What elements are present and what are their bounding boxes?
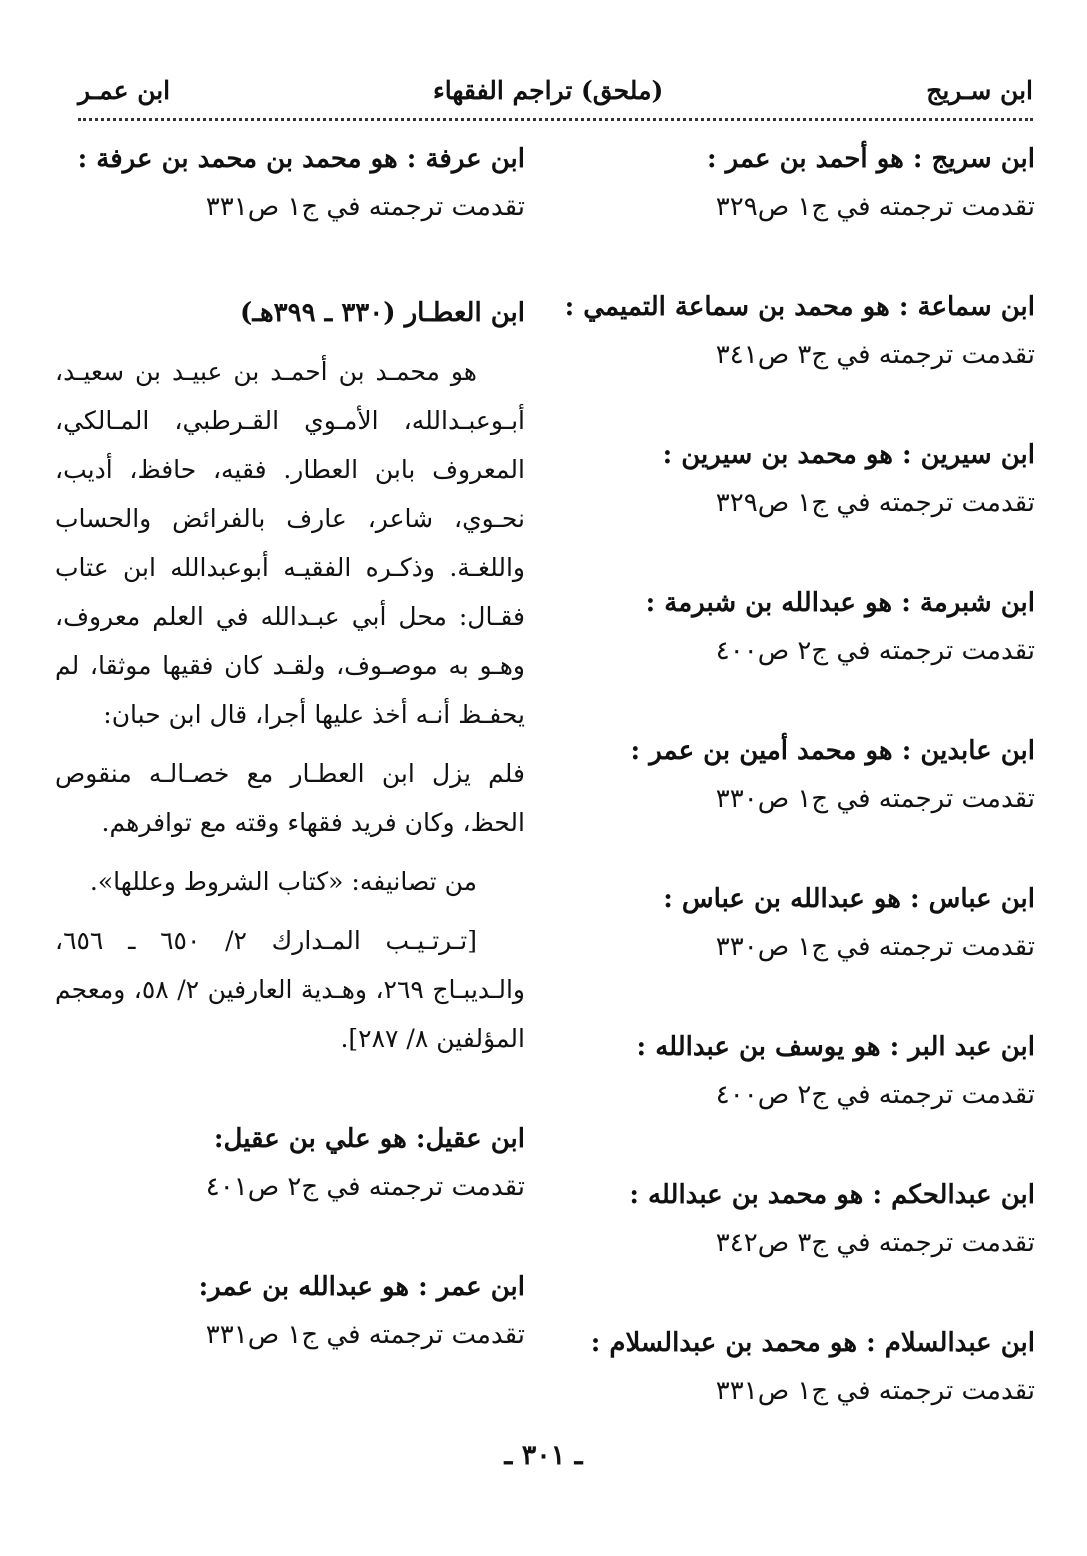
entry-head: ابن شبرمة : هو عبدالله بن شبرمة : [645, 588, 1035, 618]
biography-works: من تصانيفه: «كتاب الشروط وعللها». [89, 867, 477, 896]
entry-ref: تقدمت ترجمته في ج١ ص٣٣٠ [715, 932, 1035, 962]
entry-ref: تقدمت ترجمته في ج١ ص٣٣١ [205, 192, 525, 222]
left-column [55, 135, 525, 1359]
running-header [78, 68, 1033, 112]
entry-head: ابن عرفة : هو محمد بن محمد بن عرفة : [77, 144, 525, 174]
entry-head: ابن سريج : هو أحمد بن عمر : [707, 144, 1035, 174]
entry-ibn-abd-al-hakam [565, 1171, 1035, 1267]
header-dotted-rule [78, 118, 1033, 121]
entry-ref: تقدمت ترجمته في ج٢ ص٤٠٠ [715, 636, 1035, 666]
biography-sources: [تـرتـيـب المـدارك ٢/ ٦٥٠ ـ ٦٥٦، والـديبـاج ٢٦٩، وهـدية العارفين ٢/ ٥٨، ومعجم المؤلفين ٨/ ٢٨٧]. [55, 926, 525, 1053]
entry-ibn-sirin [565, 431, 1035, 527]
entry-ref: تقدمت ترجمته في ج١ ص٣٣٠ [715, 784, 1035, 814]
entry-ibn-arafah [55, 135, 525, 231]
entry-ref: تقدمت ترجمته في ج١ ص٣٣١ [205, 1320, 525, 1350]
entry-head: ابن عبدالحكم : هو محمد بن عبدالله : [629, 1180, 1035, 1210]
entry-ibn-shubrumah [565, 579, 1035, 675]
entry-ibn-aqil [55, 1115, 525, 1211]
entry-ref: تقدمت ترجمته في ج١ ص٣٢٩ [715, 192, 1035, 222]
entry-ibn-samaa [565, 283, 1035, 379]
header-left-catchword: ابن عمـر [78, 75, 171, 105]
entry-ref: تقدمت ترجمته في ج١ ص٣٢٩ [715, 488, 1035, 518]
entry-head: ابن عبد البر : هو يوسف بن عبدالله : [636, 1032, 1035, 1062]
biography-heading: ابن العطـار (٣٣٠ ـ ٣٩٩هـ) [240, 298, 525, 328]
entry-head: ابن عبدالسلام : هو محمد بن عبدالسلام : [590, 1328, 1035, 1358]
entry-head: ابن سماعة : هو محمد بن سماعة التميمي : [564, 292, 1035, 322]
biography-quote: فلم يزل ابن العطـار مع خصـالـه منقوص الحظ، وكان فريد فقهاء وقته مع توافرهم. [55, 759, 525, 837]
entry-ibn-surayj [565, 135, 1035, 231]
page-number: ـ ٣٠١ ـ [504, 1440, 583, 1471]
entry-ref: تقدمت ترجمته في ج٢ ص٤٠١ [205, 1172, 525, 1202]
header-title: (ملحق) تراجم الفقهاء [433, 75, 664, 105]
entry-head: ابن عباس : هو عبدالله بن عباس : [663, 884, 1035, 914]
entry-ibn-abd-al-salam [565, 1319, 1035, 1415]
entry-ibn-abd-al-barr [565, 1023, 1035, 1119]
entry-head: ابن عقيل: هو علي بن عقيل: [213, 1124, 525, 1154]
header-right-catchword: ابن سـريج [926, 75, 1033, 105]
entry-ref: تقدمت ترجمته في ج٢ ص٤٠٠ [715, 1080, 1035, 1110]
entry-ref: تقدمت ترجمته في ج١ ص٣٣١ [715, 1376, 1035, 1406]
biography-paragraph: هو محمـد بن أحمـد بن عبيـد بن سعيـد، أبـوعبـدالله، الأمـوي القـرطبي، المـالكي، المعروف بابن العطار. فقيه، حافظ، أديب، نحـوي، شاعر، عارف بالفرائض والحساب واللغـة. وذكـره الفقيـه أبوعبدالله ابن عتاب فقـال: محل أبي عبـدالله في العلم معروف، وهـو به موصـوف، ولقـد كان فقيها موثقا، لم يحفـظ أنـه أخذ عليها أجرا، قال ابن حبان: [55, 357, 525, 729]
entry-ibn-abbas [565, 875, 1035, 971]
entry-head: ابن عابدين : هو محمد أمين بن عمر : [630, 736, 1035, 766]
entry-ibn-umar [55, 1263, 525, 1359]
entry-head: ابن عمر : هو عبدالله بن عمر: [198, 1272, 525, 1302]
entry-ref: تقدمت ترجمته في ج٣ ص٣٤٢ [715, 1228, 1035, 1258]
entry-ref: تقدمت ترجمته في ج٣ ص٣٤١ [715, 340, 1035, 370]
entry-ibn-abidin [565, 727, 1035, 823]
right-column [565, 135, 1035, 1415]
entry-head: ابن سيرين : هو محمد بن سيرين : [662, 440, 1035, 470]
